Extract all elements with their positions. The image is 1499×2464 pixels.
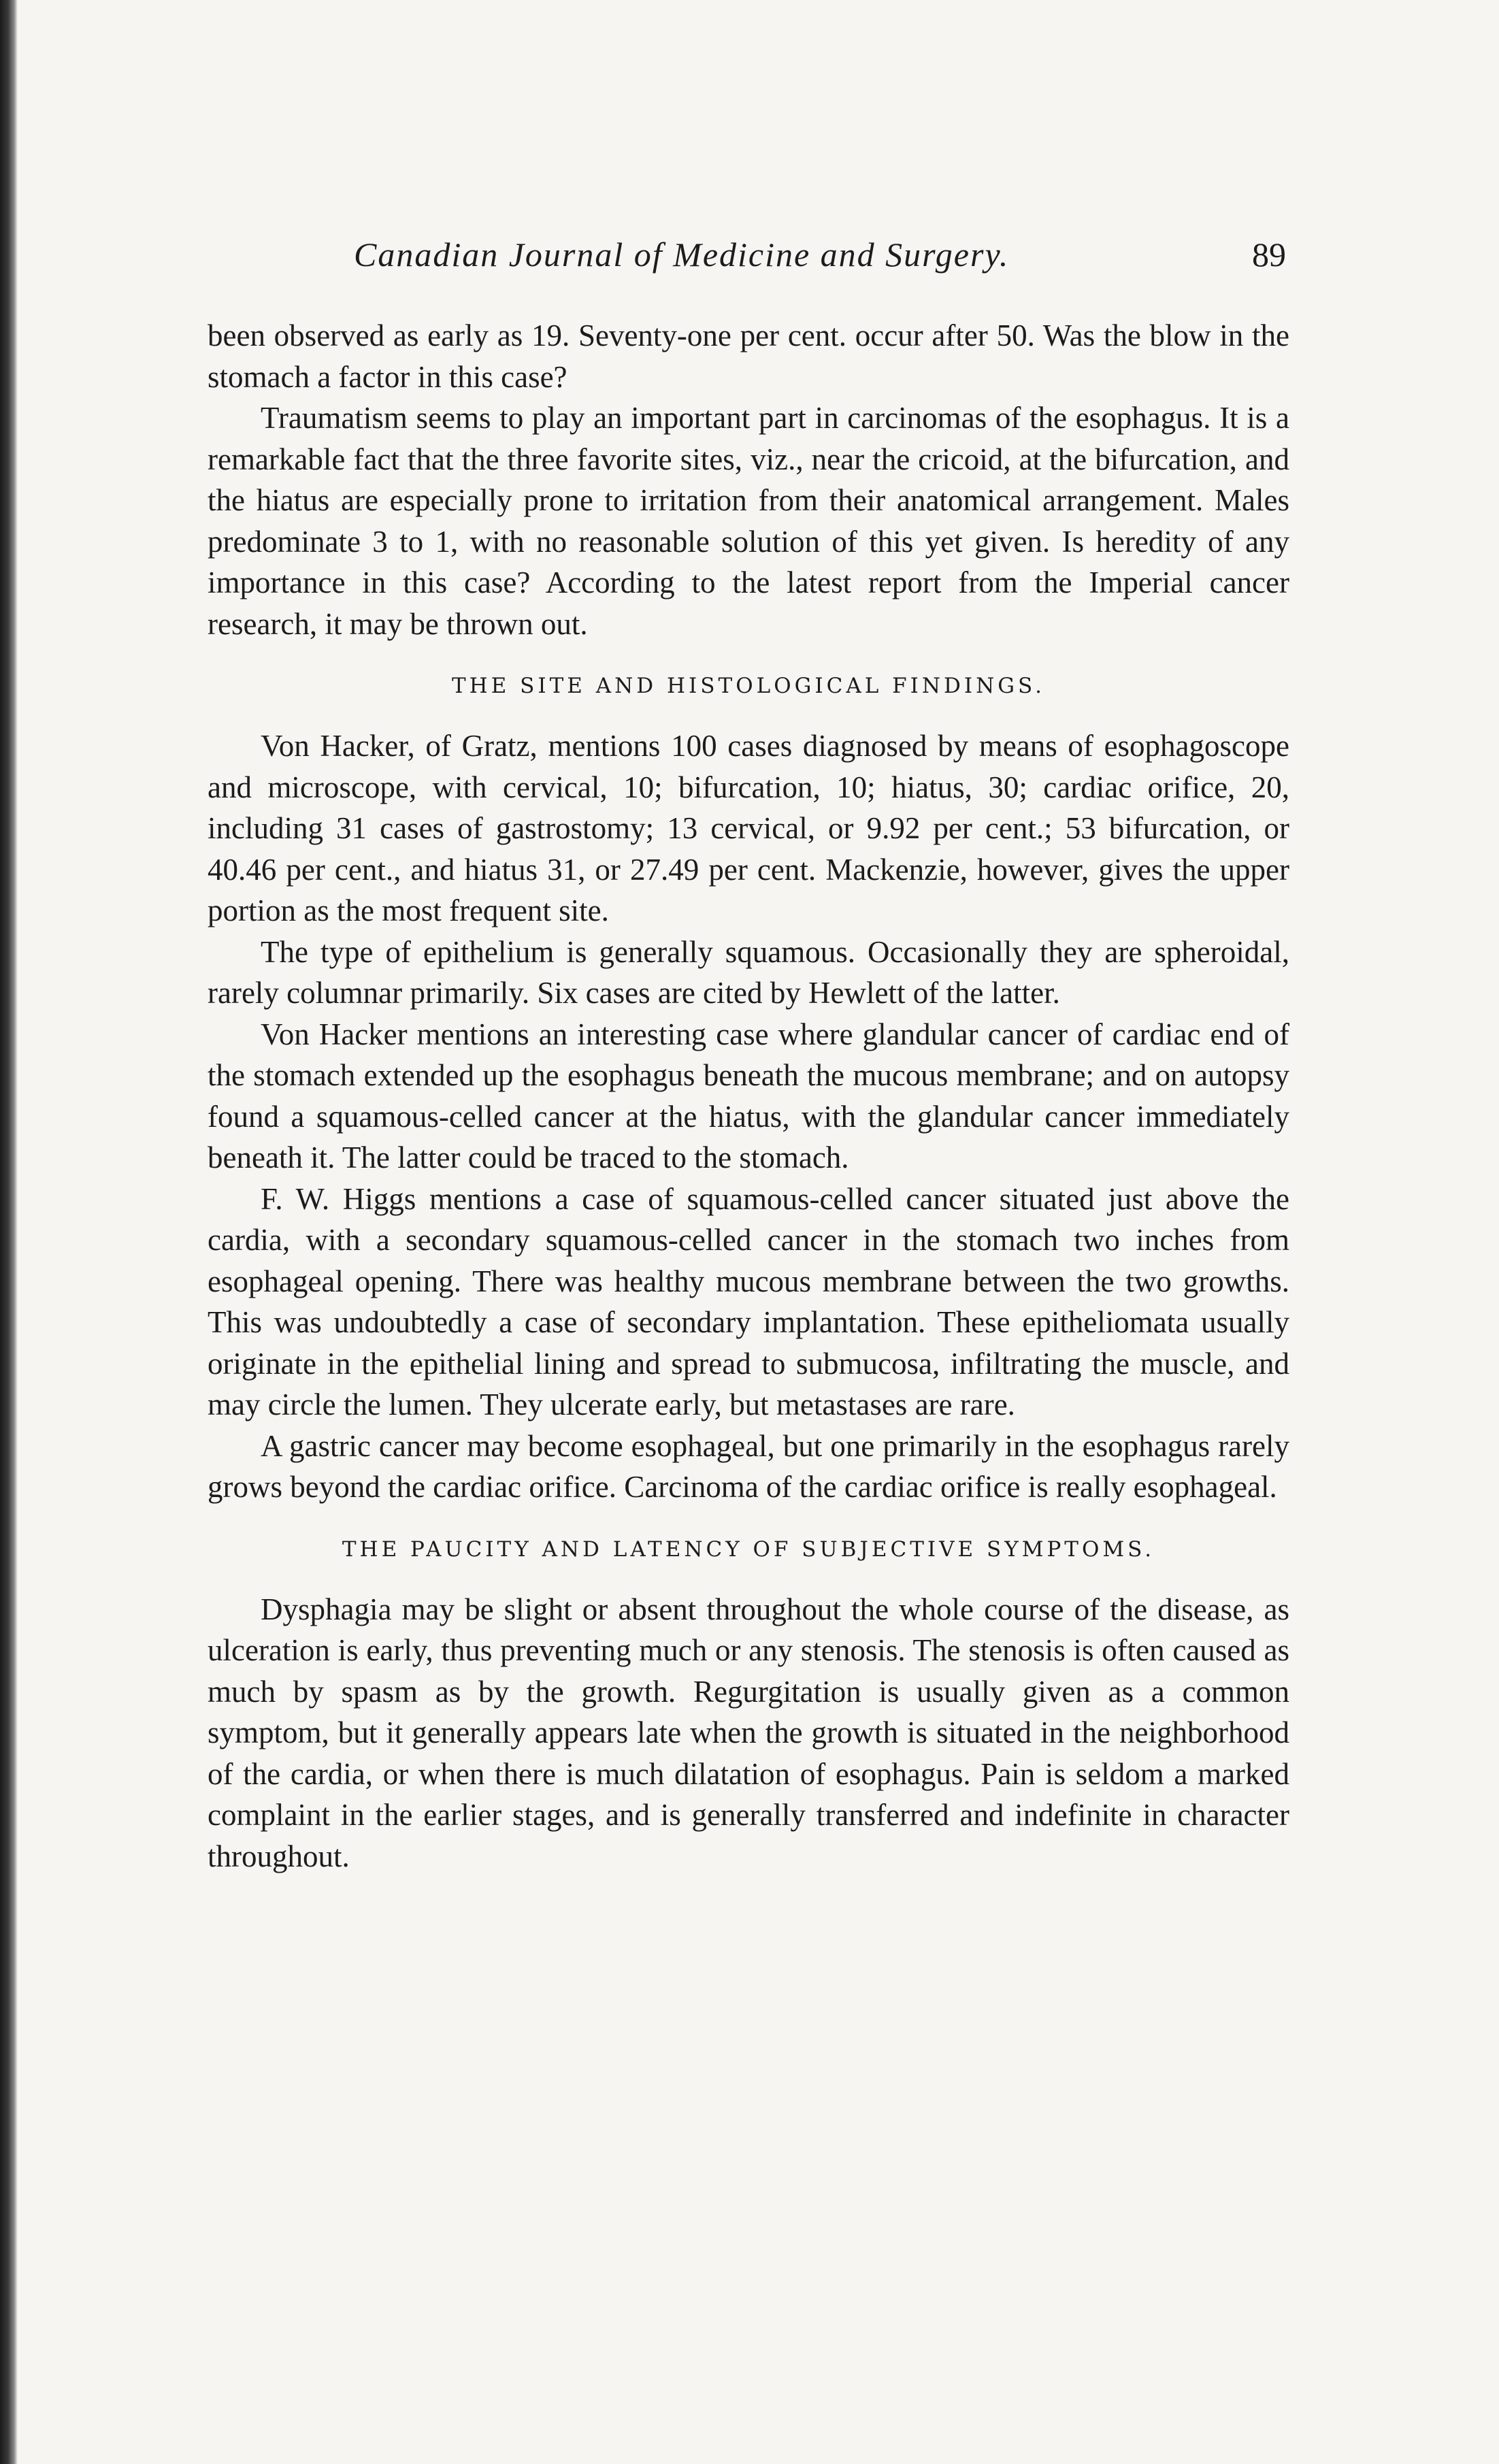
paragraph: Traumatism seems to play an important part in carcinomas of the esophagus. It is a remarkable fact that the three favorite sites, viz., near the cricoid, at the bifurcation, and the hiatus are especially prone to irritation from their anatomical arrangement. Males predominate 3 to 1, with no reasonable solution of this yet given. Is heredity of any importance in this case? According to the latest report from the Imperial cancer research, it may be thrown out. bbox=[208, 401, 1289, 641]
page-number: 89 bbox=[1252, 235, 1286, 274]
paragraph: The type of epithelium is generally squamous. Occasionally they are spheroidal, rarely columnar primarily. Six cases are cited by Hewlett of the latter. bbox=[208, 934, 1289, 1010]
paragraph: F. W. Higgs mentions a case of squamous-celled cancer situated just above the cardia, with a secondary squamous-celled cancer in the stomach two inches from esophageal opening. There was healthy mucous membrane between the two growths. This was undoubtedly a case of secondary implantation. These epitheliomata usually originate in the epithelial lining and spread to submucosa, infiltrating the muscle, and may circle the lumen. They ulcerate early, but metastases are rare. bbox=[208, 1181, 1289, 1422]
paragraph: Dysphagia may be slight or absent throughout the whole course of the disease, as ulceration is early, thus preventing much or any stenosis. The stenosis is often caused as much by spasm as by the growth. Regurgitation is usually given as a common symptom, but it generally appears late when the growth is situated in the neighborhood of the cardia, or when there is much dilatation of esophagus. Pain is seldom a marked complaint in the earlier stages, and is generally transferred and indefinite in character throughout. bbox=[208, 1592, 1289, 1873]
paragraph: A gastric cancer may become esophageal, but one primarily in the esophagus rarely grows beyond the cardiac orifice. Carcinoma of the cardiac orifice is really esophageal. bbox=[208, 1428, 1289, 1504]
paragraph: Von Hacker, of Gratz, mentions 100 cases diagnosed by means of esophagoscope and microscope, with cervical, 10; bifurcation, 10; hiatus, 30; cardiac orifice, 20, including 31 cases of gastrostomy; 13 cervical, or 9.92 per cent.; 53 bifurcation, or 40.46 per cent., and hiatus 31, or 27.49 per cent. Mackenzie, however, gives the upper portion as the most frequent site. bbox=[208, 729, 1289, 927]
section-heading-symptoms: THE PAUCITY AND LATENCY OF SUBJECTIVE SYMPTOMS. bbox=[342, 1537, 1155, 1562]
paragraph: Von Hacker mentions an interesting case where glandular cancer of cardiac end of the stomach extended up the esophagus beneath the mucous membrane; and on autopsy found a squamous-celled cancer at the hiatus, with the glandular cancer immediately beneath it. The latter could be traced to the stomach. bbox=[208, 1017, 1289, 1174]
running-header bbox=[354, 235, 1286, 289]
paragraph: been observed as early as 19. Seventy-one per cent. occur after 50. Was the blow in the stomach a factor in this case? bbox=[208, 318, 1289, 394]
section-heading-site-histology: THE SITE AND HISTOLOGICAL FINDINGS. bbox=[451, 674, 1046, 698]
body-text bbox=[208, 315, 1289, 1877]
journal-title: Canadian Journal of Medicine and Surgery. bbox=[354, 235, 1010, 274]
